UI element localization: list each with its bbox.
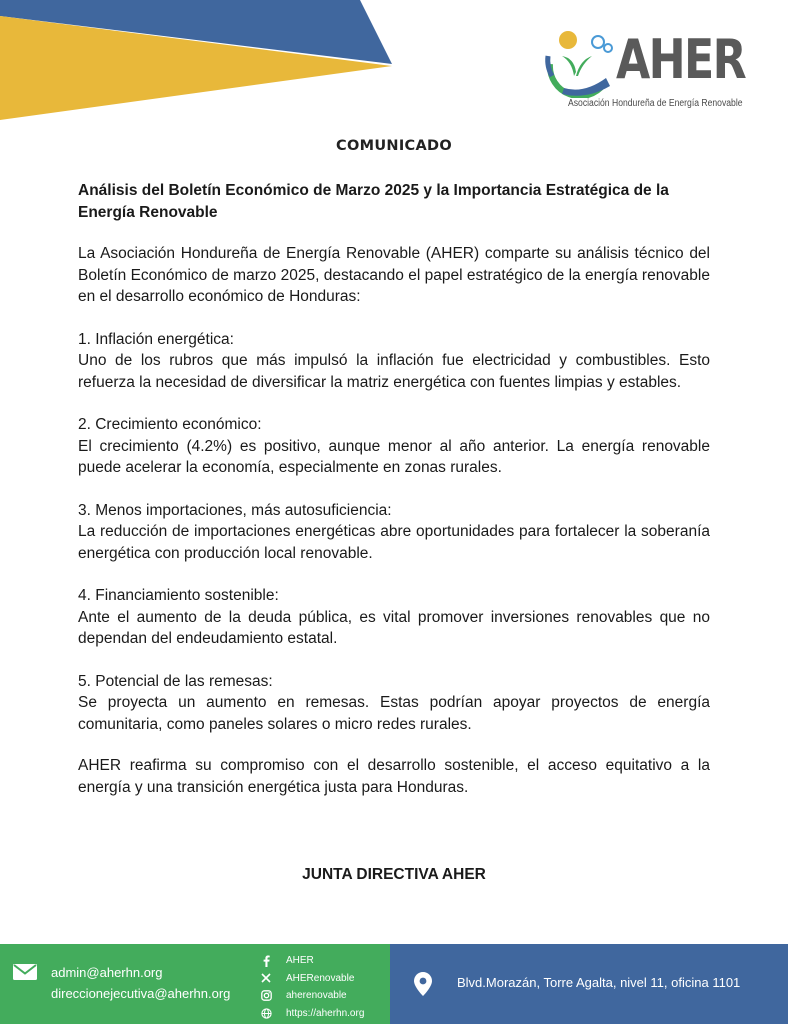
social-facebook[interactable]: [258, 952, 364, 970]
document-body: [78, 180, 710, 798]
social-label: AHERenovable: [286, 972, 355, 984]
facebook-icon: [258, 955, 274, 967]
address-text: Blvd.Morazán, Torre Agalta, nivel 11, oficina 1101: [457, 975, 741, 990]
closing-paragraph: AHER reafirma su compromiso con el desarrollo sostenible, el acceso equitativo a la energía y una transición energética justa para Honduras.: [78, 757, 710, 796]
signature: JUNTA DIRECTIVA AHER: [302, 866, 486, 883]
x-icon: [258, 973, 274, 983]
social-label: AHER: [286, 955, 314, 967]
logo-subtitle: Asociación Hondureña de Energía Renovable: [568, 98, 743, 109]
social-label: aherenovable: [286, 990, 347, 1002]
mail-icon: [13, 964, 37, 980]
social-label: https://aherhn.org: [286, 1007, 365, 1019]
social-website[interactable]: [258, 1005, 364, 1023]
section-body: La reducción de importaciones energéticas abre oportunidades para fortalecer la soberanía energética con producción local renovable.: [78, 523, 710, 562]
section: [78, 585, 710, 650]
section-body: El crecimiento (4.2%) es positivo, aunque menor al año anterior. La energía renovable puede acelerar la economía, especialmente en zonas rurales.: [78, 437, 710, 476]
intro-paragraph: La Asociación Hondureña de Energía Renovable (AHER) comparte su análisis técnico del Boletín Económico de marzo 2025, destacando el papel estratégico de la energía renovable en el desarrollo económico de Honduras:: [78, 245, 710, 305]
document-subtitle: Análisis del Boletín Económico de Marzo 2025 y la Importancia Estratégica de la Energía Renovable: [78, 182, 669, 221]
social-instagram[interactable]: [258, 987, 364, 1005]
aher-logo: [544, 28, 744, 118]
section-title: 3. Menos importaciones, más autosuficiencia:: [78, 501, 392, 519]
footer-address-panel: [390, 944, 788, 1024]
section-title: 4. Financiamiento sostenible:: [78, 587, 279, 604]
section: [78, 414, 710, 479]
section-title: 2. Crecimiento económico:: [78, 416, 262, 433]
email-list: [51, 962, 230, 1004]
social-links: [258, 952, 364, 1022]
section-body: Se proyecta un aumento en remesas. Estas podrían apoyar proyectos de energía comunitaria, como paneles solares o micro redes rurales.: [78, 694, 710, 733]
email-link[interactable]: direccionejecutiva@aherhn.org: [51, 986, 231, 1001]
logo-emblem-icon: [544, 28, 618, 98]
section-title: 5. Potencial de las remesas:: [78, 672, 273, 690]
section: [78, 329, 710, 394]
header-decoration: [0, 0, 400, 130]
section: [78, 500, 710, 565]
section-body: Uno de los rubros que más impulsó la inflación fue electricidad y combustibles. Esto refuerza la necesidad de diversificar la matriz energética con fuentes limpias y estables.: [78, 352, 710, 391]
footer-contact-panel: [0, 944, 390, 1024]
logo-wordmark: AHER: [616, 28, 746, 91]
document-heading: COMUNICADO: [336, 138, 452, 154]
globe-icon: [258, 1008, 274, 1019]
section-body: Ante el aumento de la deuda pública, es vital promover inversiones renovables que no dependan del endeudamiento estatal.: [78, 608, 710, 647]
location-pin-icon: [414, 972, 432, 996]
footer: [0, 944, 788, 1024]
social-x[interactable]: [258, 970, 364, 988]
section-title: 1. Inflación energética:: [78, 330, 234, 348]
section: [78, 671, 710, 736]
email-link[interactable]: admin@aherhn.org: [51, 965, 163, 980]
instagram-icon: [258, 990, 274, 1001]
